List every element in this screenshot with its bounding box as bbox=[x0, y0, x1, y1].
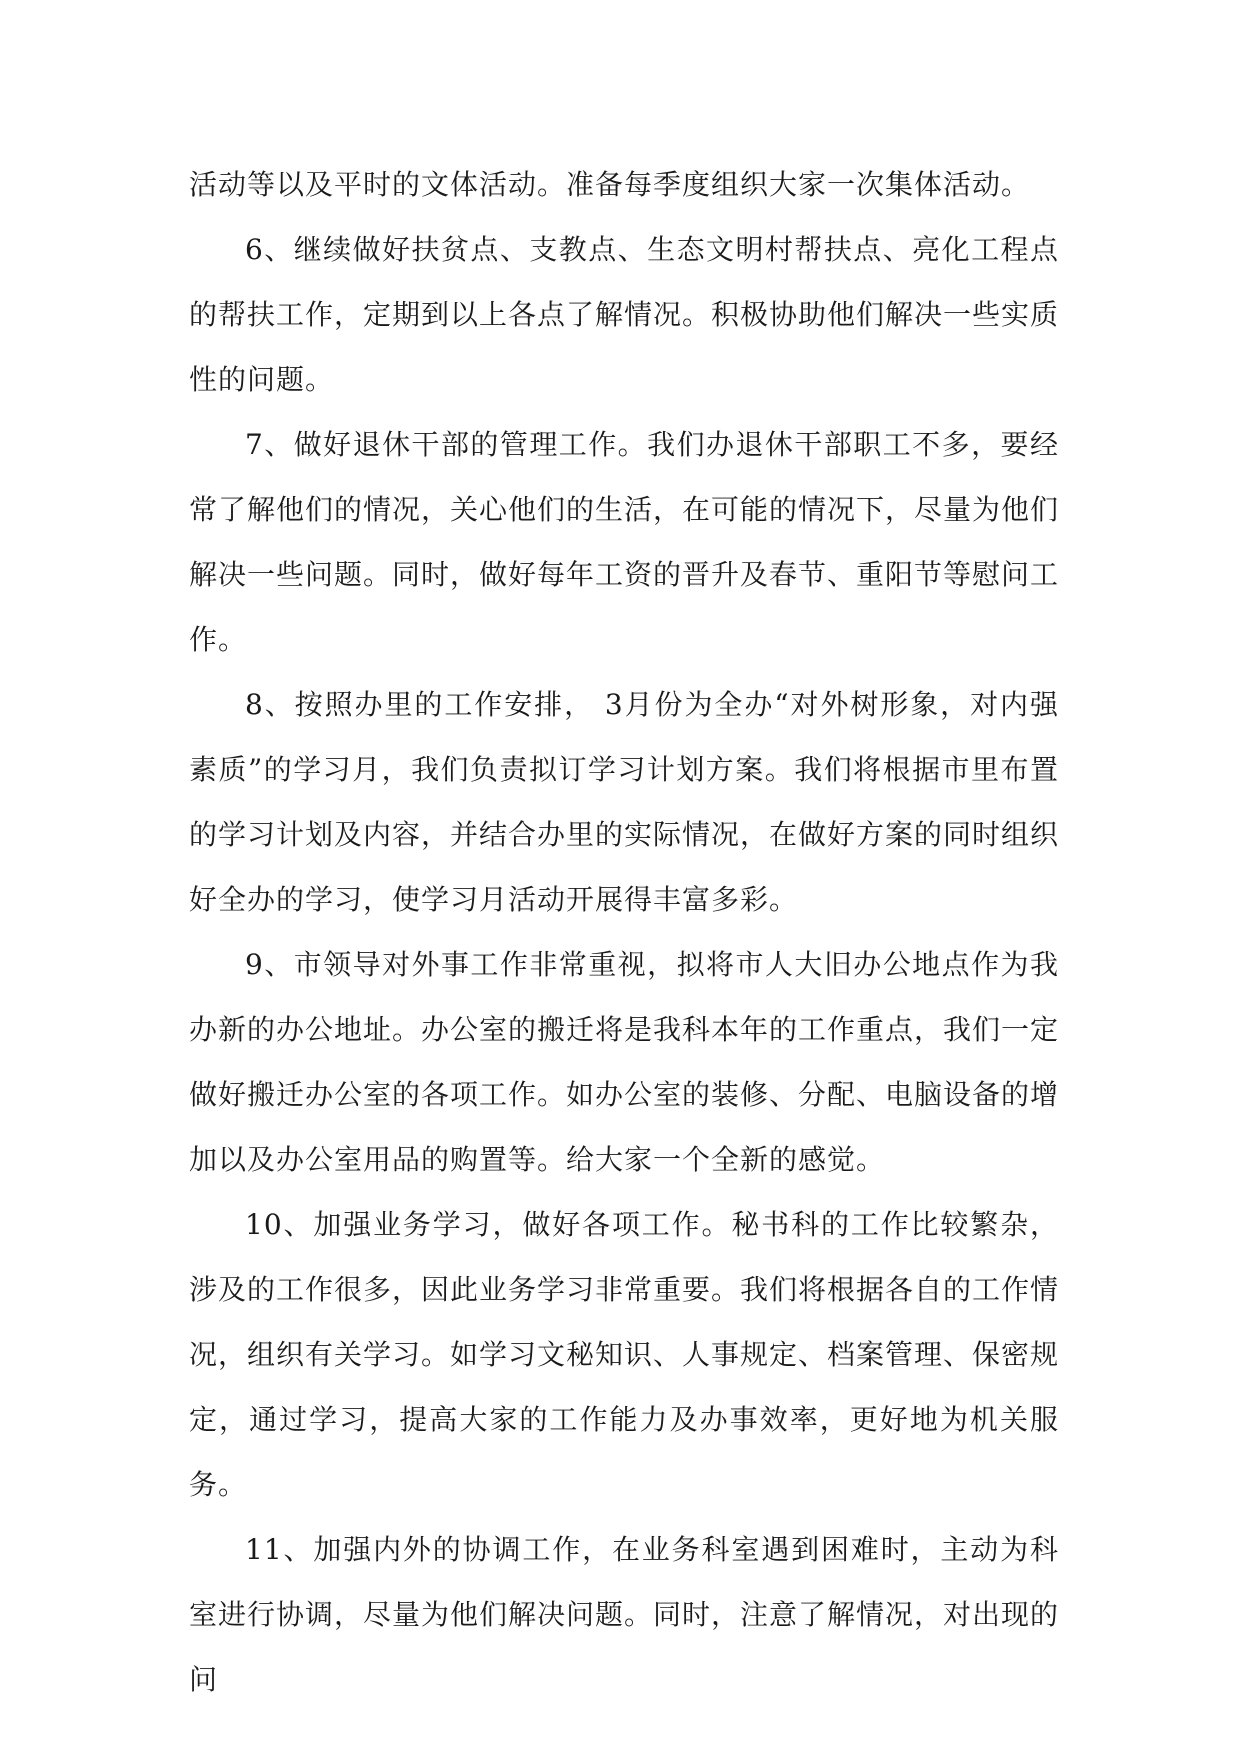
paragraph-item-11: 11、加强内外的协调工作，在业务科室遇到困难时，主动为科室进行协调，尽量为他们解决问题。同时，注意了解情况，对出现的问 bbox=[189, 1533, 1060, 1696]
paragraph-item-8: 8、按照办里的工作安排， 3月份为全办“对外树形象，对内强素质”的学习月，我们负责拟订学习计划方案。我们将根据市里布置的学习计划及内容，并结合办里的实际情况，在做好方案的同时组织好全办的学习，使学习月活动开展得丰富多彩。 bbox=[189, 688, 1060, 916]
document-body bbox=[189, 152, 1059, 1712]
paragraph-item-6: 6、继续做好扶贫点、支教点、生态文明村帮扶点、亮化工程点的帮扶工作，定期到以上各点了解情况。积极协助他们解决一些实质性的问题。 bbox=[189, 233, 1060, 396]
paragraph-continued: 活动等以及平时的文体活动。准备每季度组织大家一次集体活动。 bbox=[189, 168, 1031, 201]
paragraph-item-9: 9、市领导对外事工作非常重视，拟将市人大旧办公地点作为我办新的办公地址。办公室的搬迁将是我科本年的工作重点，我们一定做好搬迁办公室的各项工作。如办公室的装修、分配、电脑设备的增加以及办公室用品的购置等。给大家一个全新的感觉。 bbox=[189, 948, 1060, 1176]
paragraph-item-7: 7、做好退休干部的管理工作。我们办退休干部职工不多，要经常了解他们的情况，关心他们的生活，在可能的情况下，尽量为他们解决一些问题。同时，做好每年工资的晋升及春节、重阳节等慰问工作。 bbox=[189, 428, 1060, 656]
paragraph-item-10: 10、加强业务学习，做好各项工作。秘书科的工作比较繁杂，涉及的工作很多，因此业务学习非常重要。我们将根据各自的工作情况，组织有关学习。如学习文秘知识、人事规定、档案管理、保密规定，通过学习，提高大家的工作能力及办事效率，更好地为机关服务。 bbox=[189, 1208, 1060, 1501]
